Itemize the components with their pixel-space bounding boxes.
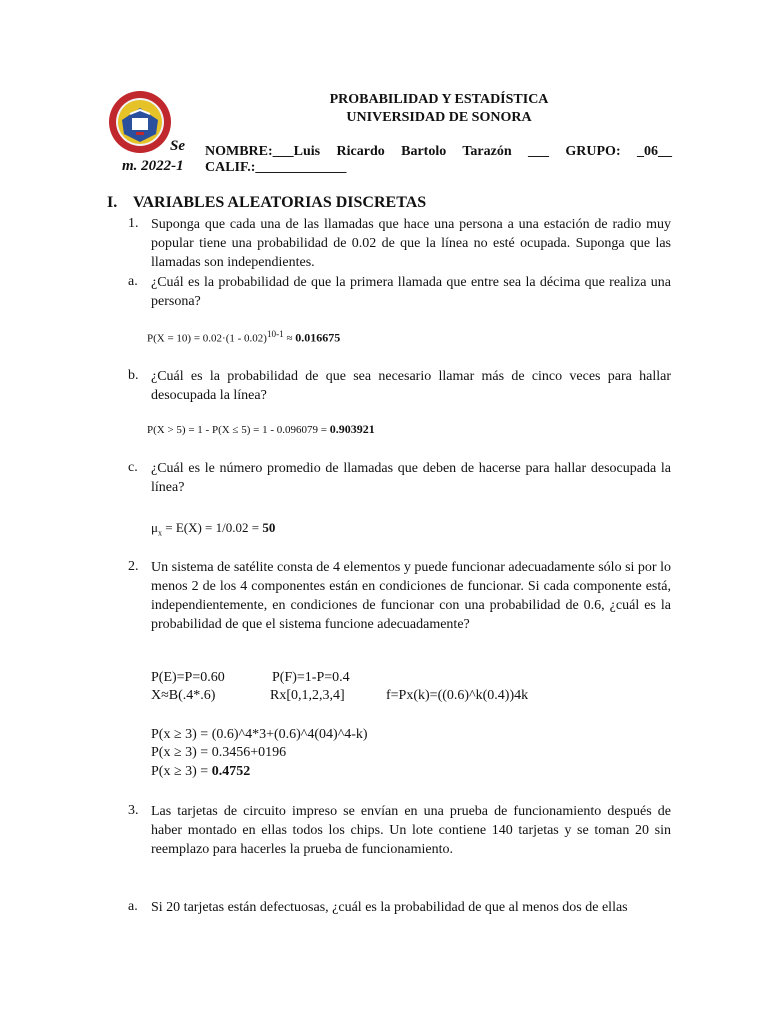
answer-line: f=Px(k)=((0.6)^k(0.4))4k	[386, 688, 529, 703]
formula-text: P(X = 10) = 0.02·(1 - 0.02)	[147, 332, 267, 345]
formula-1a	[147, 329, 340, 346]
section-heading	[107, 194, 426, 212]
question-text: Un sistema de satélite consta de 4 elementos y puede funcionar adecuadamente sólo si por lo menos 2 de los 4 componentes están en condiciones de funcionar. Si cada componente está, independientemente, en condiciones de funcionar con una probabilidad de 0.6, ¿cuál es la probabilidad de que el sistema funcione adecuadamente?	[151, 560, 671, 632]
formula-1c	[151, 520, 275, 538]
subquestion-label: c.	[128, 460, 138, 475]
subquestion-text: Si 20 tarjetas están defectuosas, ¿cuál es la probabilidad de que al menos dos de ellas	[151, 900, 628, 915]
question-number: 2.	[128, 559, 139, 574]
formula-result: 0.903921	[329, 422, 375, 436]
subquestion-label: b.	[128, 368, 139, 383]
subquestion-label: a.	[128, 899, 138, 914]
formula-result: 50	[262, 520, 276, 535]
answer-line	[151, 764, 250, 780]
formula-subscript: x	[157, 528, 162, 538]
formula-text: = E(X) = 1/0.02 =	[161, 520, 263, 535]
answer-line: X≈B(.4*.6)	[151, 688, 216, 703]
formula-result: 0.016675	[295, 330, 341, 345]
subquestion-text: ¿Cuál es la probabilidad de que sea necesario llamar más de cinco veces para hallar desocupada la línea?	[151, 369, 671, 403]
answer-line: P(F)=1-P=0.4	[272, 670, 350, 685]
answer-line: P(x ≥ 3) = (0.6)^4*3+(0.6)^4(04)^4-k)	[151, 727, 368, 742]
student-name-line: NOMBRE:___Luis Ricardo Bartolo Tarazón ___ GRUPO: _06__	[205, 144, 672, 159]
formula-text: P(x ≥ 3) =	[151, 764, 212, 779]
question-number: 3.	[128, 803, 139, 818]
formula-1b	[147, 422, 375, 437]
section-number: I.	[107, 194, 118, 211]
answer-line: P(E)=P=0.60	[151, 670, 225, 685]
subquestion-text: ¿Cuál es le número promedio de llamadas que deben de hacerse para hallar desocupada la línea?	[151, 461, 671, 495]
formula-text: ≈	[283, 332, 296, 345]
document-title: PROBABILIDAD Y ESTADÍSTICA	[329, 92, 549, 107]
section-title: VARIABLES ALEATORIAS DISCRETAS	[133, 194, 427, 211]
grade-line: CALIF.:_____________	[205, 160, 347, 175]
formula-text: μ	[151, 520, 158, 535]
question-text: Las tarjetas de circuito impreso se envían en una prueba de funcionamiento después de haber montado en ellas todos los chips. Un lote contiene 140 tarjetas y se toman 20 sin reemplazo para hacerles la prueba de funcionamiento.	[151, 804, 671, 857]
semester-label-part1: Se	[170, 138, 185, 154]
formula-exponent: 10-1	[266, 329, 284, 339]
semester-label-part2: m. 2022-1	[122, 158, 184, 174]
formula-result: 0.4752	[211, 764, 251, 779]
subquestion-label: a.	[128, 274, 138, 289]
answer-line: P(x ≥ 3) = 0.3456+0196	[151, 745, 287, 760]
university-name: UNIVERSIDAD DE SONORA	[346, 110, 532, 125]
answer-line: Rx[0,1,2,3,4]	[270, 688, 345, 703]
subquestion-text: ¿Cuál es la probabilidad de que la primera llamada que entre sea la décima que realiza una persona?	[151, 275, 671, 309]
question-text: Suponga que cada una de las llamadas que hace una persona a una estación de radio muy popular tiene una probabilidad de 0.02 de que la línea no esté ocupada. Suponga que las llamadas son independientes.	[151, 217, 671, 270]
formula-text: P(X > 5) = 1 - P(X ≤ 5) = 1 - 0.096079 =	[147, 424, 330, 436]
question-number: 1.	[128, 216, 139, 231]
